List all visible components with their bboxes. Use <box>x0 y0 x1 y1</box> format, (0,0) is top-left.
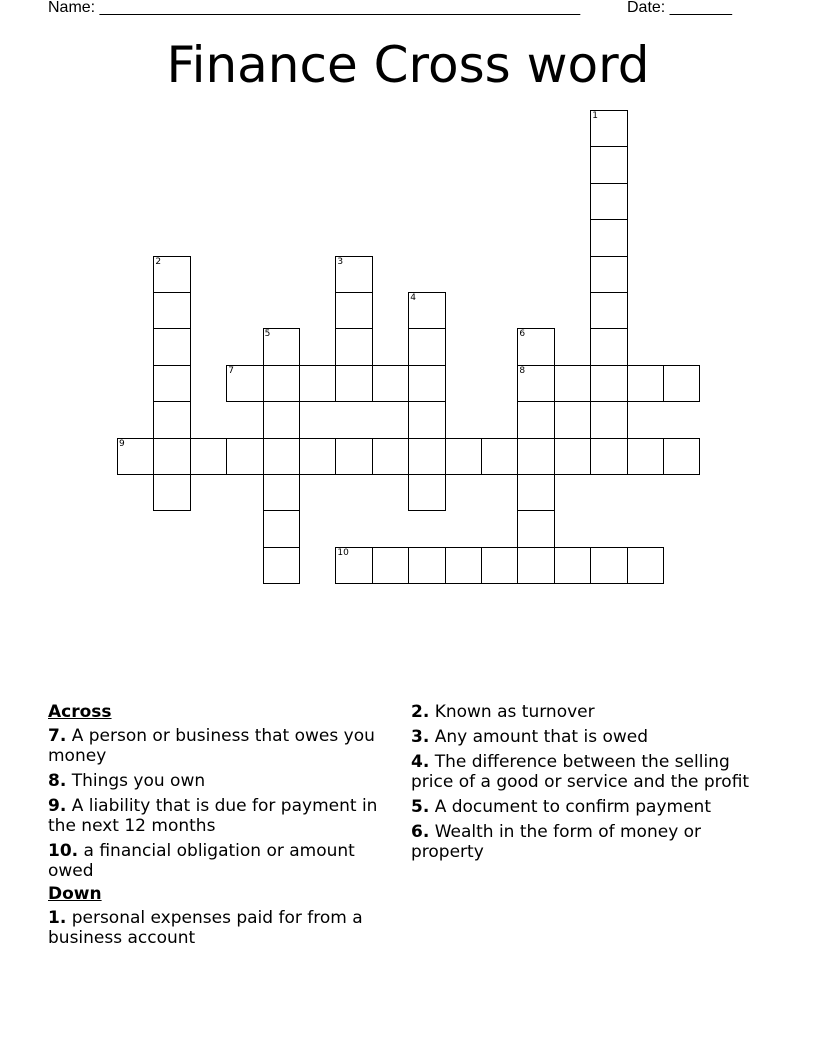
cell-number-7: 7 <box>228 365 234 376</box>
grid-cell[interactable] <box>408 547 445 584</box>
cell-number-8: 8 <box>519 365 526 376</box>
grid-cell[interactable] <box>226 438 263 475</box>
grid-cell[interactable] <box>590 365 627 402</box>
grid-cell[interactable] <box>335 547 372 584</box>
grid-cell[interactable] <box>335 328 372 365</box>
down-clue-6: 6. Wealth in the form of money or property <box>411 822 702 862</box>
grid-cell[interactable] <box>590 292 627 329</box>
grid-cell[interactable] <box>153 328 190 365</box>
cell-number-9: 9 <box>119 438 125 449</box>
cell-number-5: 5 <box>264 329 271 340</box>
grid-cell[interactable] <box>153 401 190 438</box>
grid-cell[interactable] <box>590 547 627 584</box>
grid-cell[interactable] <box>627 438 664 475</box>
grid-cell[interactable] <box>335 256 372 293</box>
grid-cell[interactable] <box>590 438 627 475</box>
grid-cell[interactable] <box>263 474 300 511</box>
grid-cell[interactable] <box>554 547 591 584</box>
grid-cell[interactable] <box>263 401 300 438</box>
grid-cell[interactable] <box>627 547 664 584</box>
grid-cell[interactable] <box>590 219 627 256</box>
grid-cell[interactable] <box>517 474 554 511</box>
grid-cell[interactable] <box>335 365 372 402</box>
grid-cell[interactable] <box>590 183 627 220</box>
grid-cell[interactable] <box>117 438 154 475</box>
grid-cell[interactable] <box>408 474 445 511</box>
down-clue-1: 1. personal expenses paid for from a business account <box>48 908 363 948</box>
across-clue-10: 10. a financial obligation or amount owed <box>48 841 355 881</box>
grid-cell[interactable] <box>590 146 627 183</box>
grid-cell[interactable] <box>335 292 372 329</box>
cell-number-10: 10 <box>337 547 349 558</box>
grid-cell[interactable] <box>408 401 445 438</box>
grid-cell[interactable] <box>372 438 409 475</box>
grid-cell[interactable] <box>263 510 300 547</box>
across-clue-7: 7. A person or business that owes you money <box>48 726 375 766</box>
down-clue-3: 3. Any amount that is owed <box>411 727 649 747</box>
grid-cell[interactable] <box>590 401 627 438</box>
grid-cell[interactable] <box>190 438 227 475</box>
grid-cell[interactable] <box>153 256 190 293</box>
down-clue-5: 5. A document to confirm payment <box>411 797 711 817</box>
grid-cell[interactable] <box>263 328 300 365</box>
grid-cell[interactable] <box>590 256 627 293</box>
grid-cell[interactable] <box>408 292 445 329</box>
clues-left-column <box>48 702 393 953</box>
grid-cell[interactable] <box>517 365 554 402</box>
across-clue-list <box>48 726 393 881</box>
down-heading: Down <box>48 884 102 904</box>
down-clue-4: 4. The difference between the selling price of a good or service and the profit <box>411 752 750 792</box>
grid-cell[interactable] <box>153 292 190 329</box>
cell-number-3: 3 <box>337 256 344 267</box>
clues-right-column <box>411 702 756 867</box>
grid-cell[interactable] <box>590 110 627 147</box>
grid-cell[interactable] <box>517 547 554 584</box>
grid-cell[interactable] <box>408 328 445 365</box>
grid-cell[interactable] <box>517 438 554 475</box>
cell-number-4: 4 <box>410 293 416 303</box>
grid-cell[interactable] <box>153 365 190 402</box>
grid-cell[interactable] <box>408 365 445 402</box>
grid-cell[interactable] <box>335 438 372 475</box>
grid-cell[interactable] <box>153 474 190 511</box>
across-clue-8: 8. Things you own <box>48 771 206 791</box>
grid-cell[interactable] <box>263 438 300 475</box>
grid-cell[interactable] <box>445 547 482 584</box>
grid-cell[interactable] <box>663 438 700 475</box>
grid-cell[interactable] <box>590 328 627 365</box>
cell-number-6: 6 <box>519 329 526 340</box>
grid-cell[interactable] <box>554 365 591 402</box>
grid-cell[interactable] <box>263 547 300 584</box>
name-field-line: Name: ______________________________________________________ <box>48 0 581 16</box>
grid-cell[interactable] <box>517 510 554 547</box>
cell-number-1: 1 <box>592 111 598 121</box>
page-title: Finance Cross word <box>166 36 650 94</box>
grid-cell[interactable] <box>299 438 336 475</box>
grid-cell[interactable] <box>554 438 591 475</box>
date-field-line: Date: _______ <box>627 0 732 16</box>
grid-cell[interactable] <box>481 438 518 475</box>
grid-cell[interactable] <box>481 547 518 584</box>
grid-cell[interactable] <box>372 547 409 584</box>
grid-cell[interactable] <box>263 365 300 402</box>
grid-cell[interactable] <box>226 365 263 402</box>
cell-number-2: 2 <box>155 256 162 267</box>
down-clue-2: 2. Known as turnover <box>411 702 595 722</box>
grid-cell[interactable] <box>408 438 445 475</box>
grid-cell[interactable] <box>299 365 336 402</box>
across-clue-9: 9. A liability that is due for payment in the next 12 months <box>48 796 378 836</box>
grid-cell[interactable] <box>663 365 700 402</box>
grid-cell[interactable] <box>445 438 482 475</box>
grid-cell[interactable] <box>627 365 664 402</box>
grid-cell[interactable] <box>517 401 554 438</box>
grid-cell[interactable] <box>372 365 409 402</box>
grid-cell[interactable] <box>517 328 554 365</box>
grid-cell[interactable] <box>153 438 190 475</box>
across-heading: Across <box>48 702 112 722</box>
